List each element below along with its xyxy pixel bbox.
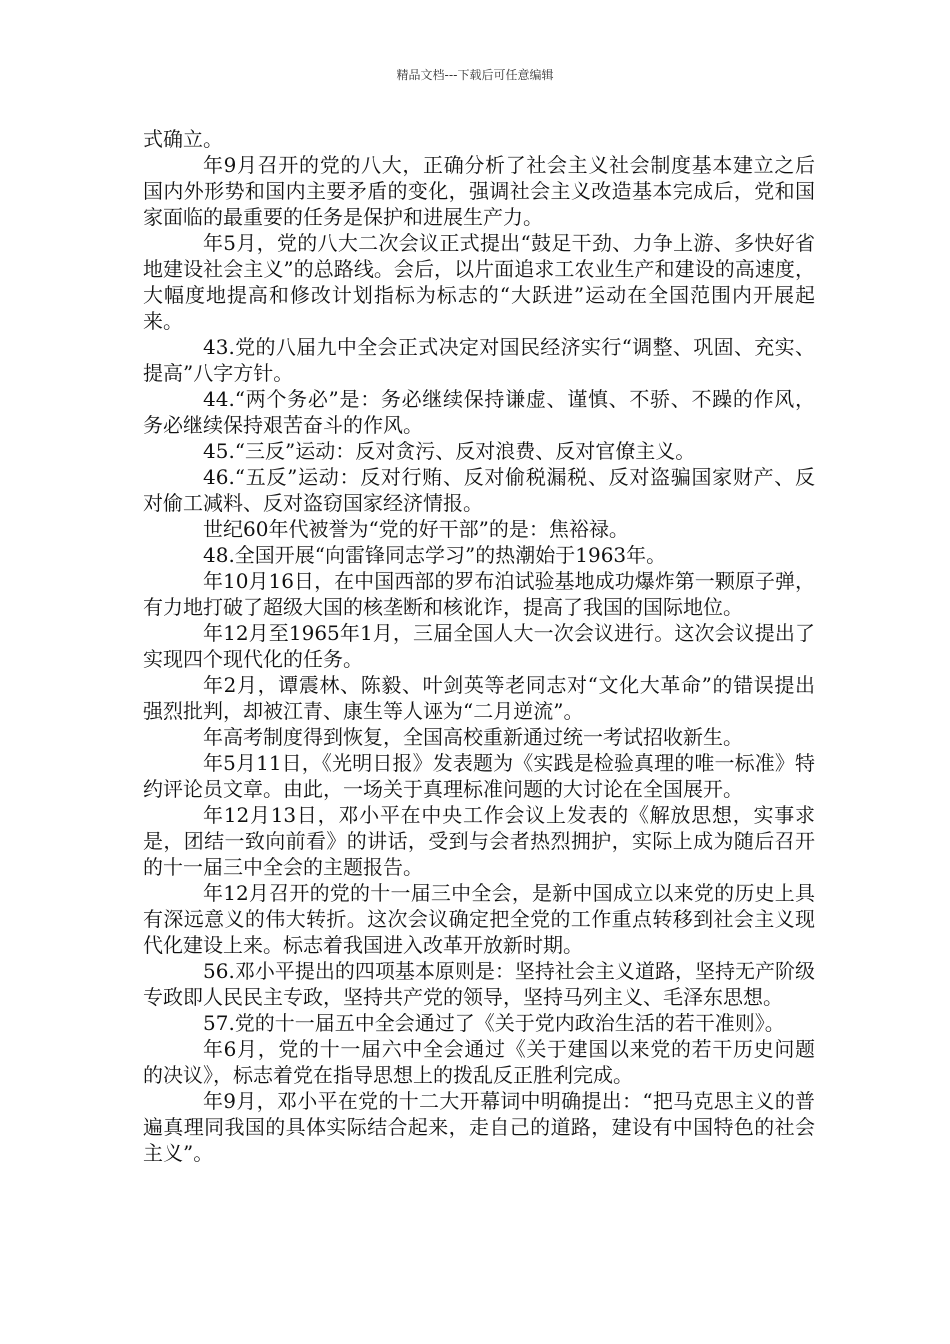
- paragraph: 年2月，谭震林、陈毅、叶剑英等老同志对“文化大革命”的错误提出强烈批判，却被江青、康生等人诬为“二月逆流”。: [143, 673, 815, 723]
- paragraph: 年12月召开的党的十一届三中全会，是新中国成立以来党的历史上具有深远意义的伟大转折。这次会议确定把全党的工作重点转移到社会主义现代化建设上来。标志着我国进入改革开放新时期。: [143, 881, 815, 957]
- paragraph: 年5月，党的八大二次会议正式提出“鼓足干劲、力争上游、多快好省地建设社会主义”的总路线。会后，以片面追求工农业生产和建设的高速度，大幅度地提高和修改计划指标为标志的“大跃进”运动在全国范围内开展起来。: [143, 231, 815, 333]
- paragraph: 年高考制度得到恢复，全国高校重新通过统一考试招收新生。: [203, 725, 743, 749]
- paragraph: 年12月13日，邓小平在中央工作会议上发表的《解放思想，实事求是，团结一致向前看》的讲话，受到与会者热烈拥护，实际上成为随后召开的十一届三中全会的主题报告。: [143, 803, 815, 879]
- paragraph: 年9月召开的党的八大，正确分析了社会主义社会制度基本建立之后国内外形势和国内主要矛盾的变化，强调社会主义改造基本完成后，党和国家面临的最重要的任务是保护和进展生产力。: [143, 153, 815, 229]
- paragraph: 48.全国开展“向雷锋同志学习”的热潮始于1963年。: [203, 543, 667, 567]
- paragraph: 世纪60年代被誉为“党的好干部”的是：焦裕禄。: [203, 517, 629, 541]
- paragraph: 56.邓小平提出的四项基本原则是：坚持社会主义道路，坚持无产阶级专政即人民民主专政，坚持共产党的领导，坚持马列主义、毛泽东思想。: [143, 959, 815, 1009]
- paragraph: 45.“三反”运动：反对贪污、反对浪费、反对官僚主义。: [203, 439, 696, 463]
- paragraph: 年5月11日，《光明日报》发表题为《实践是检验真理的唯一标准》特约评论员文章。由此，一场关于真理标准问题的大讨论在全国展开。: [143, 751, 815, 801]
- paragraph: 44.“两个务必”是：务必继续保持谦虚、谨慎、不骄、不躁的作风，务必继续保持艰苦奋斗的作风。: [143, 387, 815, 437]
- paragraph: 46.“五反”运动：反对行贿、反对偷税漏税、反对盗骗国家财产、反对偷工减料、反对盗窃国家经济情报。: [143, 465, 815, 515]
- paragraph: 43.党的八届九中全会正式决定对国民经济实行“调整、巩固、充实、提高”八字方针。: [143, 335, 815, 385]
- paragraph: 式确立。: [143, 127, 223, 151]
- paragraph: 年12月至1965年1月，三届全国人大一次会议进行。这次会议提出了实现四个现代化的任务。: [143, 621, 815, 671]
- document-body: [143, 126, 815, 1166]
- paragraph: 57.党的十一届五中全会通过了《关于党内政治生活的若干准则》。: [203, 1011, 785, 1035]
- paragraph: 年6月，党的十一届六中全会通过《关于建国以来党的若干历史问题的决议》，标志着党在指导思想上的拨乱反正胜利完成。: [143, 1037, 815, 1087]
- paragraph: 年10月16日，在中国西部的罗布泊试验基地成功爆炸第一颗原子弹，有力地打破了超级大国的核垄断和核讹诈，提高了我国的国际地位。: [143, 569, 815, 619]
- page-header: 精品文档---下载后可任意编辑: [396, 68, 554, 82]
- paragraph: 年9月，邓小平在党的十二大开幕词中明确提出：“把马克思主义的普遍真理同我国的具体实际结合起来，走自己的道路，建设有中国特色的社会主义”。: [143, 1089, 815, 1165]
